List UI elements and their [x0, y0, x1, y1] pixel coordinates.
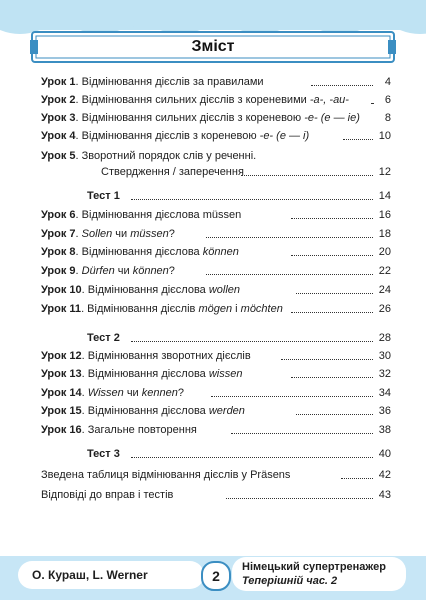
toc-row [41, 92, 391, 109]
toc-row [41, 366, 391, 383]
toc-leader-dots [281, 359, 373, 360]
toc-leader-dots [296, 293, 373, 294]
toc-entry-text: . Відмінювання дієслів за правилами [75, 76, 264, 88]
toc-leader-dots [206, 274, 373, 275]
page-number: 2 [201, 561, 231, 591]
toc-page-number: 20 [377, 244, 391, 261]
toc-page-number: 43 [377, 487, 391, 504]
toc-row [41, 301, 391, 318]
toc-page-number: 30 [377, 348, 391, 365]
toc-entry-text: . [75, 228, 82, 240]
toc-entry-text: Зведена таблиця відмінювання дієслів у Präsens [41, 469, 291, 481]
toc-entry-text: . Зворотний порядок слів у реченні. [75, 150, 257, 162]
toc-leader-dots [296, 414, 373, 415]
toc-entry-text: möchten [240, 303, 283, 315]
toc-page-number: 22 [377, 263, 391, 280]
toc-entry-text: müssen [130, 228, 169, 240]
page-title: Зміст [191, 38, 235, 55]
toc-leader-dots [211, 396, 373, 397]
toc-page-number: 32 [377, 366, 391, 383]
toc-entry-text: чи [112, 228, 131, 240]
toc-entry-text: . Відмінювання дієслова [81, 405, 209, 417]
toc-lesson-label: Урок 2 [41, 94, 76, 106]
toc-lesson-label: Урок 6 [41, 209, 76, 221]
toc-leader-dots [343, 139, 373, 140]
toc-lesson-label: Тест 3 [87, 448, 120, 460]
toc-page-number: 38 [377, 422, 391, 439]
toc-leader-dots [131, 457, 373, 458]
toc-lesson-label: Урок 13 [41, 368, 82, 380]
toc-lesson-label: Урок 11 [41, 303, 82, 315]
toc-row [41, 403, 391, 420]
toc-lesson-label: Урок 16 [41, 424, 82, 436]
toc-leader-dots [241, 175, 373, 176]
toc-row [41, 348, 391, 365]
toc-lesson-label: Урок 10 [41, 284, 82, 296]
toc-row [41, 467, 391, 484]
book-title-box [232, 557, 406, 591]
toc-leader-dots [291, 312, 373, 313]
toc-row [101, 164, 391, 181]
toc-entry-text: Wissen [87, 387, 124, 399]
toc-lesson-label: Урок 8 [41, 246, 76, 258]
toc-row [41, 128, 391, 145]
toc-lesson-label: Урок 7 [41, 228, 76, 240]
toc-page-number: 28 [377, 330, 391, 347]
toc-entry-text: . Відмінювання сильних дієслів з кореневими [75, 94, 310, 106]
toc-row [41, 110, 391, 127]
toc-entry-text: -e- (e — ie) [304, 112, 360, 124]
authors-label: О. Кураш, L. Werner [18, 561, 204, 589]
toc-entry-text: . Відмінювання дієслова [75, 246, 203, 258]
toc-leader-dots [311, 85, 373, 86]
toc-row [41, 263, 391, 280]
toc-lesson-label: Урок 14 [41, 387, 82, 399]
toc-entry-text: . Загальне повторення [81, 424, 197, 436]
toc-row [41, 244, 391, 261]
toc-page-number: 26 [377, 301, 391, 318]
toc-test-row [41, 446, 391, 463]
toc-row [41, 148, 391, 165]
toc-row [41, 207, 391, 224]
toc-lesson-label: Урок 4 [41, 130, 76, 142]
toc-entry-text: Відповіді до вправ і тестів [41, 489, 174, 501]
toc-page-number: 16 [377, 207, 391, 224]
toc-lesson-label: Урок 1 [41, 76, 76, 88]
toc-entry-text: -e- (e — i) [259, 130, 310, 142]
toc-entry-text: чи [114, 265, 133, 277]
book-title: Німецький супертренажер [242, 561, 386, 573]
toc-entry-text: kennen [141, 387, 178, 399]
toc-page-number: 10 [377, 128, 391, 145]
toc-entry-text: . Відмінювання зворотних дієслів [81, 350, 251, 362]
toc-leader-dots [291, 255, 373, 256]
toc-lesson-label: Урок 15 [41, 405, 82, 417]
toc-test-row [41, 188, 391, 205]
toc-page-number: 4 [383, 74, 391, 91]
toc-entry-text: mögen [198, 303, 233, 315]
toc-entry-text: . Відмінювання дієслова [81, 368, 209, 380]
toc-page-number: 36 [377, 403, 391, 420]
toc-page-number: 14 [377, 188, 391, 205]
toc-entry-text: ? [168, 265, 175, 277]
toc-entry-text: . Відмінювання сильних дієслів з кореневою [75, 112, 305, 124]
toc-entry-text: . Відмінювання дієслів з кореневою [75, 130, 260, 142]
toc-row [41, 422, 391, 439]
toc-page-number: 12 [377, 164, 391, 181]
toc-page-number: 24 [377, 282, 391, 299]
toc-page-number: 34 [377, 385, 391, 402]
toc-row [41, 487, 391, 504]
toc-lesson-label: Тест 2 [87, 332, 120, 344]
toc-leader-dots [131, 199, 373, 200]
toc-entry-text: wollen [208, 284, 241, 296]
toc-entry-text: werden [208, 405, 245, 417]
toc-entry-text: Dürfen [81, 265, 115, 277]
toc-entry-text: -a-, -au- [309, 94, 349, 106]
toc-row [41, 226, 391, 243]
toc-lesson-label: Урок 5 [41, 150, 76, 162]
toc-entry-text: . [81, 387, 88, 399]
toc-leader-dots [291, 377, 373, 378]
toc-page-number: 8 [383, 110, 391, 127]
toc-entry-text: . Відмінювання дієслів [81, 303, 199, 315]
toc-entry-text: . Відмінювання дієслова [81, 284, 209, 296]
book-subtitle: Теперішній час. 2 [242, 575, 338, 587]
toc-leader-dots [206, 237, 373, 238]
toc-row [41, 385, 391, 402]
toc-entry-text: Ствердження / заперечення [101, 166, 244, 178]
toc-leader-dots [341, 478, 373, 479]
toc-leader-dots [226, 498, 373, 499]
toc-row [41, 74, 391, 91]
toc-entry-text: . Відмінювання дієслова müssen [75, 209, 242, 221]
toc-leader-dots [371, 103, 373, 104]
toc-leader-dots [131, 341, 373, 342]
toc-row [41, 282, 391, 299]
toc-leader-dots [291, 218, 373, 219]
toc-page-number: 18 [377, 226, 391, 243]
toc-page-number: 40 [377, 446, 391, 463]
toc-entry-text: können [132, 265, 169, 277]
toc-page-number: 42 [377, 467, 391, 484]
toc-test-row [41, 330, 391, 347]
toc-entry-text: і [232, 303, 241, 315]
toc-leader-dots [231, 433, 373, 434]
toc-entry-text: ? [177, 387, 184, 399]
toc-lesson-label: Урок 12 [41, 350, 82, 362]
toc-entry-text: Sollen [81, 228, 113, 240]
toc-entry-text: чи [123, 387, 142, 399]
toc-entry-text: können [202, 246, 239, 258]
toc-lesson-label: Урок 9 [41, 265, 76, 277]
toc-lesson-label: Урок 3 [41, 112, 76, 124]
toc-lesson-label: Тест 1 [87, 190, 120, 202]
toc-entry-text: wissen [208, 368, 243, 380]
toc-entry-text: ? [168, 228, 175, 240]
toc-entry-text: . [75, 265, 82, 277]
toc-page-number: 6 [383, 92, 391, 109]
